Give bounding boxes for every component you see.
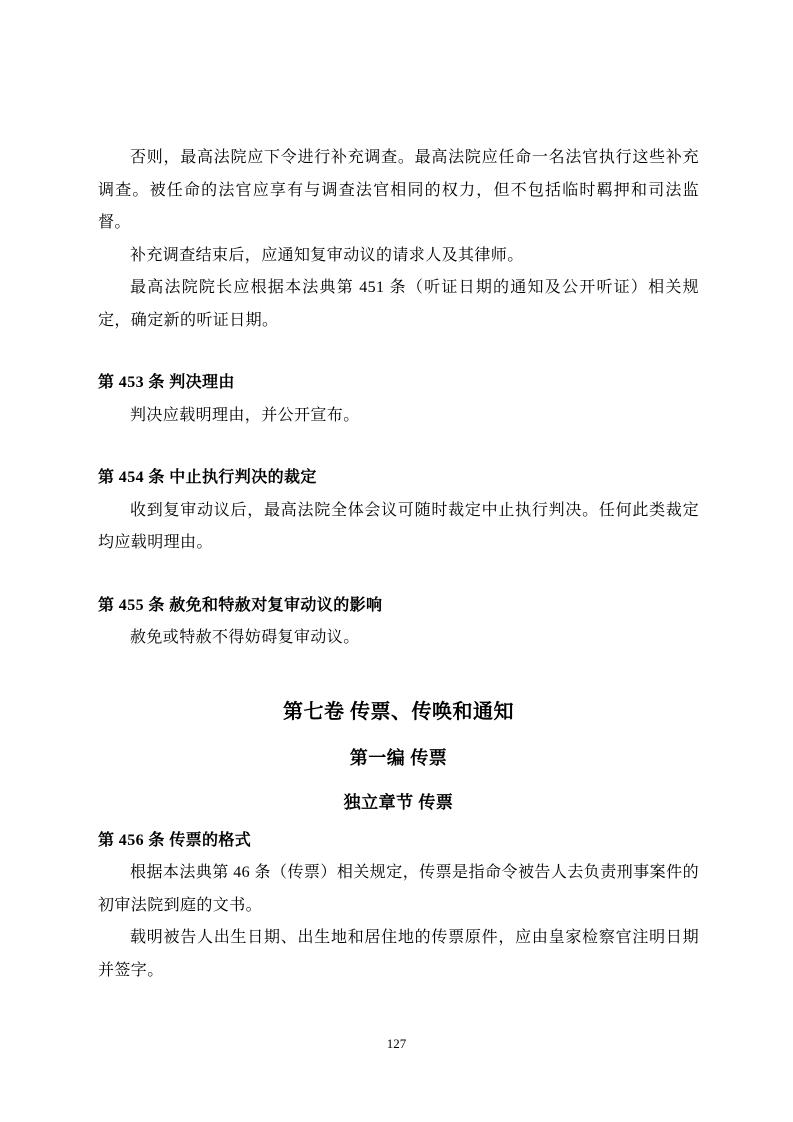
volume-7-heading: 第七卷 传票、传唤和通知 — [283, 700, 514, 723]
article-453-body: 判决应载明理由，并公开宣布。 — [130, 406, 360, 424]
standalone-chapter-heading: 独立章节 传票 — [343, 792, 454, 812]
article-456-body-1: 根据本法典第 46 条（传票）相关规定，传票是指命令被告人去负责刑事案件的初审法院到庭的文书。 — [98, 864, 699, 914]
article-455-body: 赦免或特赦不得妨碍复审动议。 — [130, 629, 360, 646]
article-455-heading: 第 455 条 赦免和特赦对复审动议的影响 — [98, 596, 383, 614]
article-454-body: 收到复审动议后，最高法院全体会议可随时裁定中止执行判决。任何此类裁定均应载明理由。 — [98, 501, 699, 551]
part-1-heading: 第一编 传票 — [349, 747, 448, 768]
page-content — [98, 142, 699, 987]
page-number: 127 — [386, 1036, 407, 1051]
intro-paragraph-2: 补充调查结束后，应通知复审动议的请求人及其律师。 — [130, 246, 524, 264]
article-453-heading: 第 453 条 判决理由 — [98, 374, 235, 391]
article-456-heading: 第 456 条 传票的格式 — [98, 831, 252, 849]
article-456-body-2: 载明被告人出生日期、出生地和居住地的传票原件，应由皇家检察官注明日期并签字。 — [98, 929, 699, 979]
intro-paragraph-3: 最高法院院长应根据本法典第 451 条（听证日期的通知及公开听证）相关规定，确定新的听证日期。 — [98, 279, 699, 329]
intro-paragraph-1: 否则，最高法院应下令进行补充调查。最高法院应任命一名法官执行这些补充调查。被任命的法官应享有与调查法官相同的权力，但不包括临时羁押和司法监督。 — [98, 149, 699, 231]
article-454-heading: 第 454 条 中止执行判决的裁定 — [98, 469, 317, 486]
